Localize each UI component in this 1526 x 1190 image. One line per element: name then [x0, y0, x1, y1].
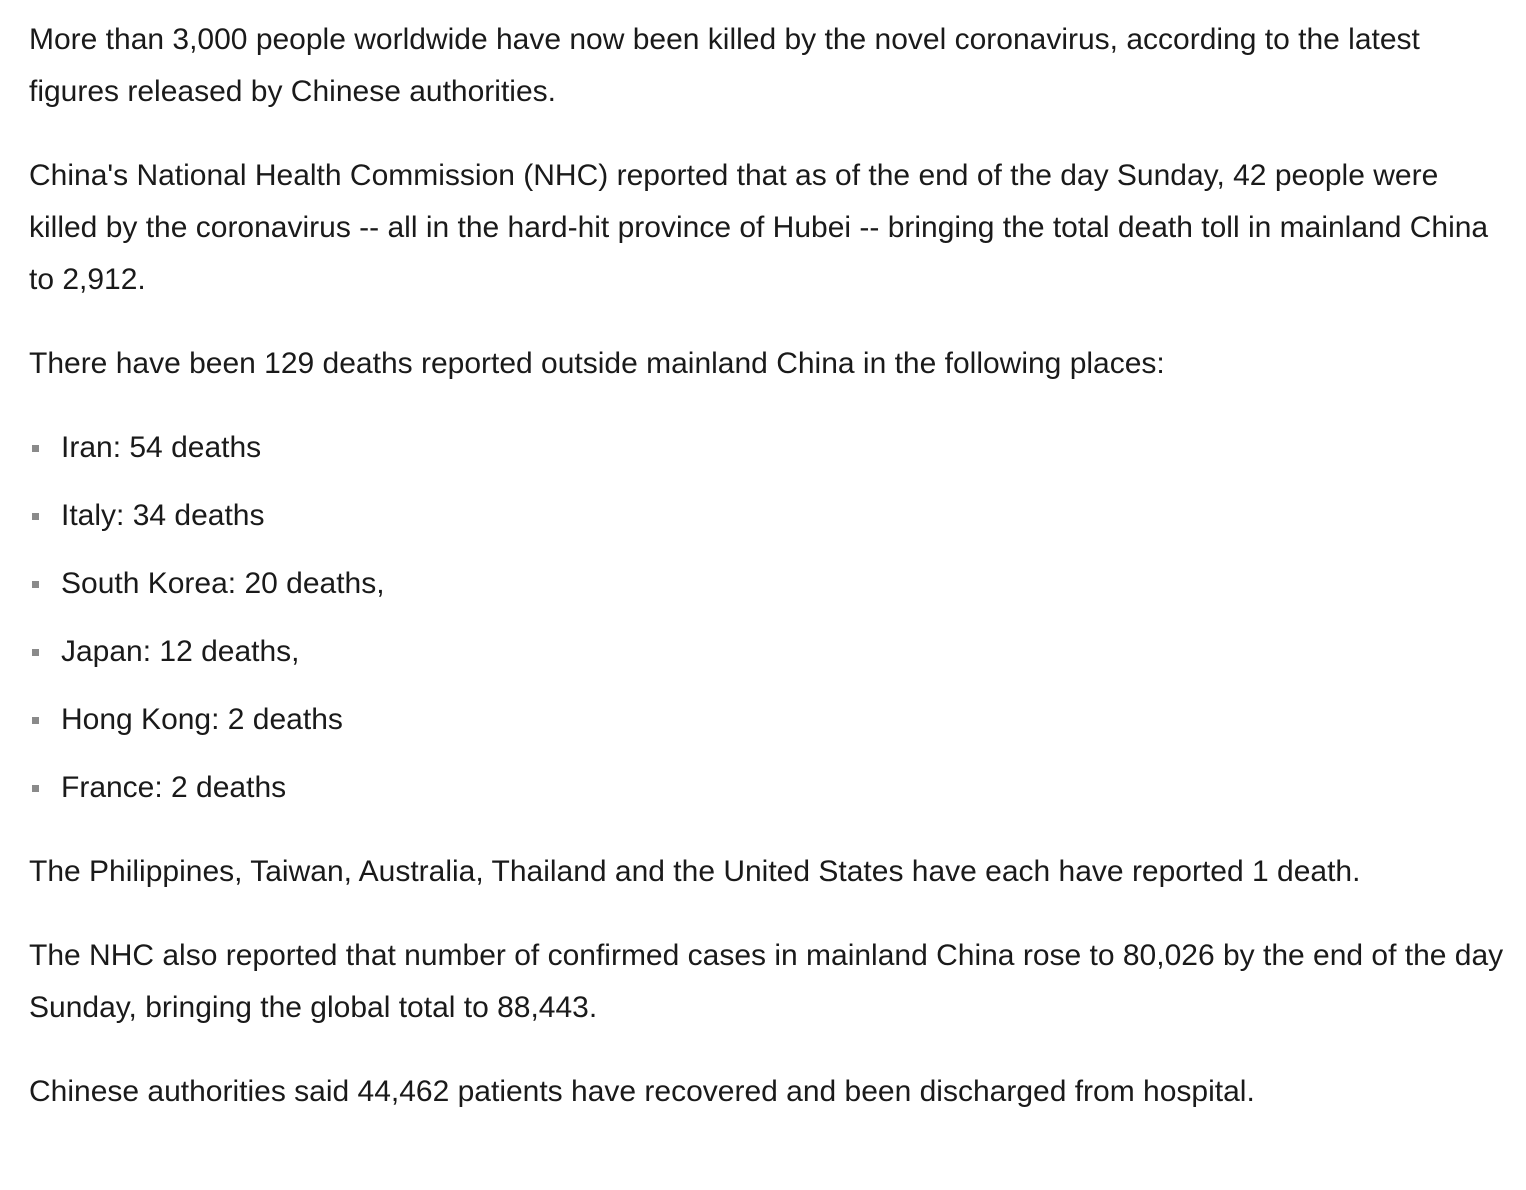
paragraph-nhc-report: China's National Health Commission (NHC) reported that as of the end of the day Sunday, 42 people were killed by the coronavirus -- all in the hard-hit province of Hubei -- bringing the total death toll in mainland China to 2,912.: [29, 159, 1489, 296]
list-item: [29, 558, 1509, 610]
square-bullet-icon: [32, 649, 39, 656]
list-item-text: Hong Kong: 2 deaths: [61, 703, 343, 736]
paragraph-outside-china: There have been 129 deaths reported outside mainland China in the following places:: [29, 347, 1165, 380]
list-item-text: France: 2 deaths: [61, 771, 287, 804]
list-item-text: Japan: 12 deaths,: [61, 635, 300, 668]
paragraph-intro: More than 3,000 people worldwide have now been killed by the novel coronavirus, according to the latest figures released by Chinese authorities.: [29, 23, 1420, 108]
square-bullet-icon: [32, 445, 39, 452]
list-item-text: Iran: 54 deaths: [61, 431, 262, 464]
square-bullet-icon: [32, 581, 39, 588]
square-bullet-icon: [32, 513, 39, 520]
square-bullet-icon: [32, 785, 39, 792]
square-bullet-icon: [32, 717, 39, 724]
list-item-text: Italy: 34 deaths: [61, 499, 265, 532]
paragraph-confirmed-cases: The NHC also reported that number of confirmed cases in mainland China rose to 80,026 by the end of the day Sunday, bringing the global total to 88,443.: [29, 939, 1504, 1024]
list-item: [29, 422, 1509, 474]
list-item-text: South Korea: 20 deaths,: [61, 567, 385, 600]
list-item: [29, 490, 1509, 542]
deaths-by-country-list: [29, 422, 1509, 814]
paragraph-single-deaths: The Philippines, Taiwan, Australia, Thailand and the United States have each have reported 1 death.: [29, 855, 1361, 888]
list-item: [29, 626, 1509, 678]
paragraph-recovered: Chinese authorities said 44,462 patients have recovered and been discharged from hospital.: [29, 1075, 1255, 1108]
list-item: [29, 762, 1509, 814]
list-item: [29, 694, 1509, 746]
